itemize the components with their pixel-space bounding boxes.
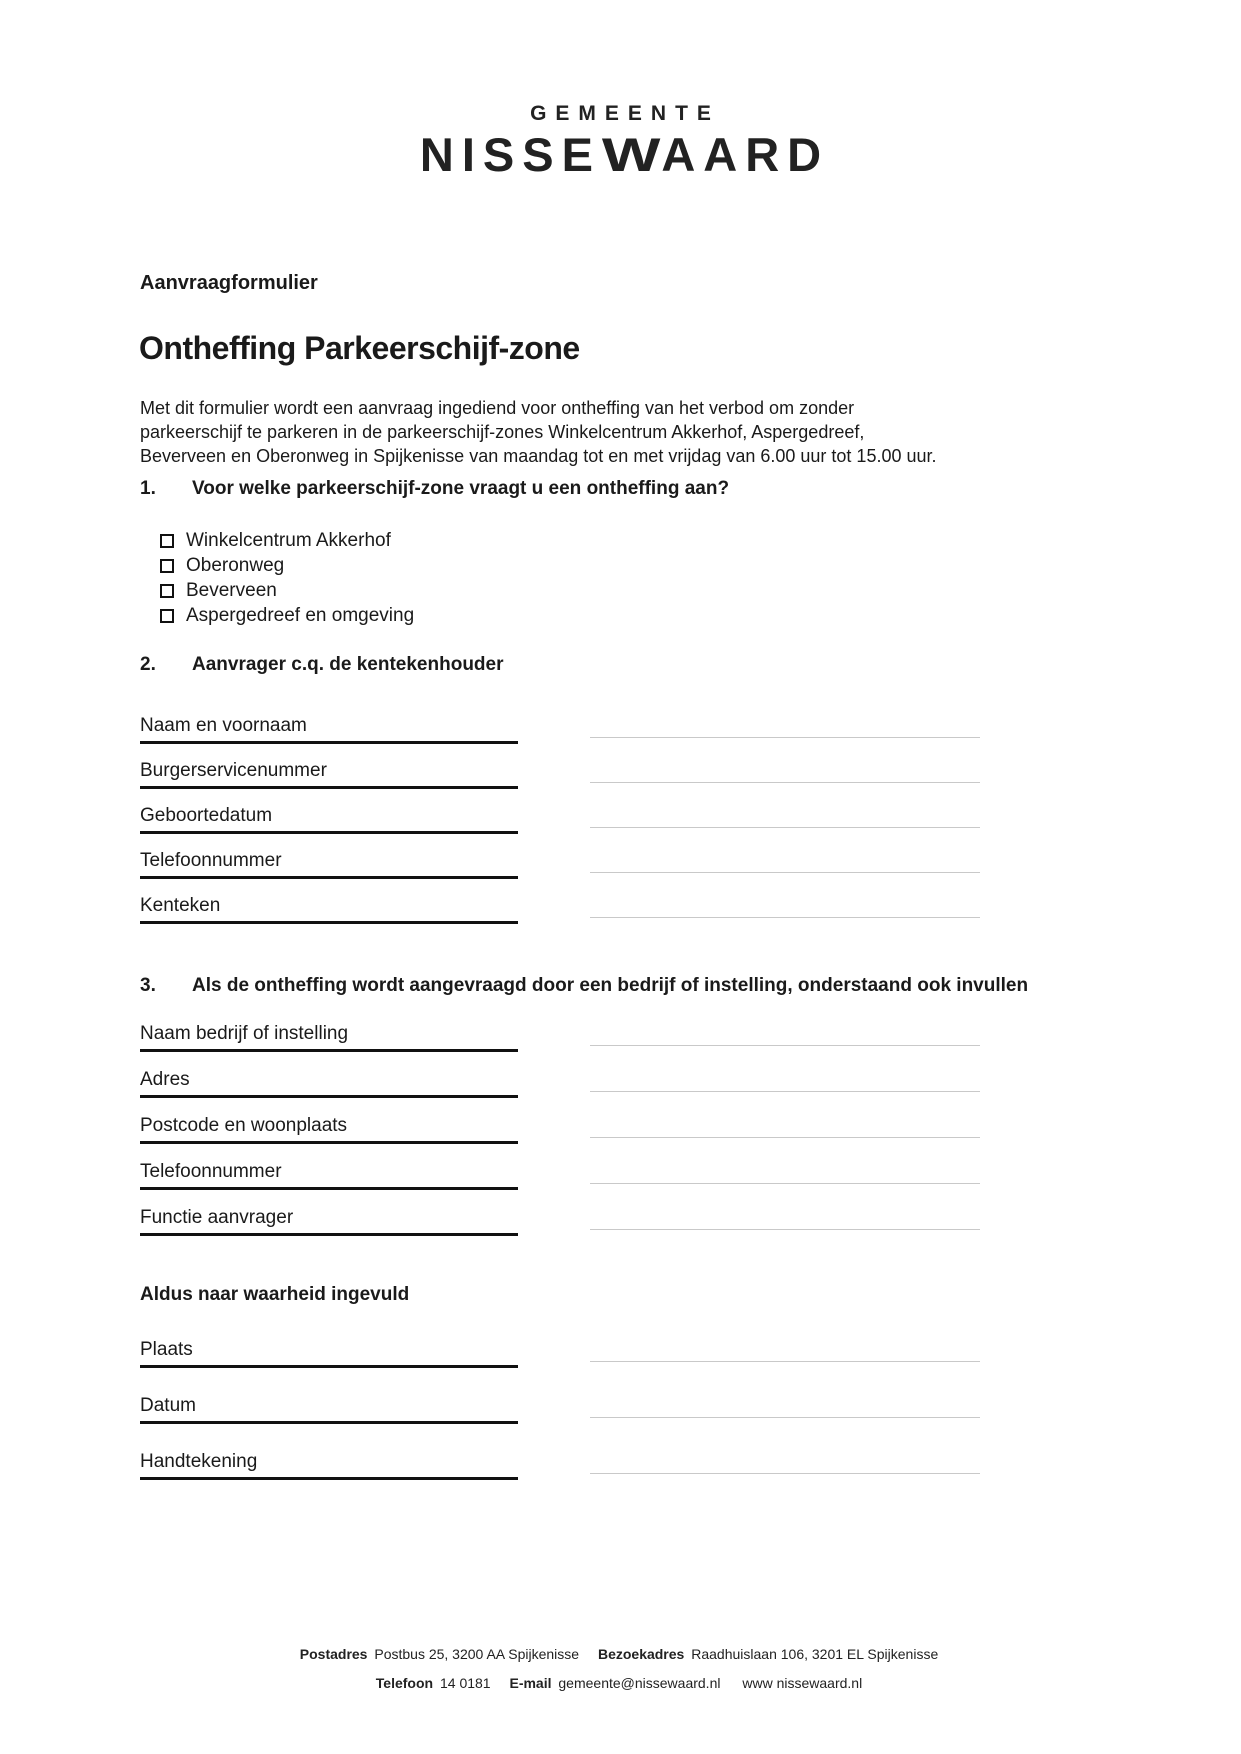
field-label: Telefoonnummer <box>140 850 518 879</box>
answer-line[interactable] <box>590 1361 980 1362</box>
section1-heading <box>140 478 729 500</box>
field-row-adres <box>140 1066 1100 1098</box>
answer-line[interactable] <box>590 827 980 828</box>
field-row-naam-en-voornaam <box>140 712 1100 744</box>
footer-label-email: E-mail <box>509 1675 552 1691</box>
section3-title: Als de ontheffing wordt aangevraagd door een bedrijf of instelling, onderstaand ook invullen <box>192 975 1029 996</box>
zone-option-label: Winkelcentrum Akkerhof <box>186 529 391 551</box>
field-label: Burgerservicenummer <box>140 760 518 789</box>
declaration-heading: Aldus naar waarheid ingevuld <box>140 1284 410 1305</box>
field-label: Handtekening <box>140 1451 518 1480</box>
intro-line: Beverveen en Oberonweg in Spijkenisse van maandag tot en met vrijdag van 6.00 uur tot 15.00 uur. <box>140 446 937 466</box>
zone-option-label: Oberonweg <box>186 554 285 576</box>
field-label: Geboortedatum <box>140 805 518 834</box>
zone-option-akkerhof[interactable] <box>160 528 414 553</box>
checkbox-icon[interactable] <box>160 584 174 598</box>
section3-number: 3. <box>140 975 156 996</box>
field-row-naam-bedrijf <box>140 1020 1100 1052</box>
intro-paragraph <box>140 396 1100 468</box>
logo-name-text: NISSEWAARD <box>419 128 830 181</box>
section1-title: Voor welke parkeerschijf-zone vraagt u een ontheffing aan? <box>192 478 730 499</box>
page-footer <box>0 1646 1241 1691</box>
field-row-kenteken <box>140 892 1100 924</box>
zone-options-list <box>160 528 414 628</box>
field-label: Telefoonnummer <box>140 1161 518 1190</box>
answer-line[interactable] <box>590 782 980 783</box>
municipality-logo <box>0 102 1241 182</box>
zone-option-oberonweg[interactable] <box>160 553 414 578</box>
answer-line[interactable] <box>590 917 980 918</box>
footer-label-telefoon: Telefoon <box>375 1675 434 1691</box>
answer-line[interactable] <box>590 1045 980 1046</box>
field-label: Datum <box>140 1395 518 1424</box>
footer-value-bezoekadres: Raadhuislaan 106, 3201 EL Spijkenisse <box>691 1646 939 1662</box>
field-row-plaats <box>140 1336 1100 1368</box>
footer-label-postadres: Postadres <box>299 1646 368 1662</box>
section2-number: 2. <box>140 654 156 675</box>
intro-line: Met dit formulier wordt een aanvraag ingediend voor ontheffing van het verbod om zonder <box>140 398 855 418</box>
field-label: Postcode en woonplaats <box>140 1115 518 1144</box>
logo-gemeente-text: GEMEENTE <box>530 102 720 125</box>
footer-label-bezoekadres: Bezoekadres <box>597 1646 685 1662</box>
footer-value-email: gemeente@nissewaard.nl <box>558 1675 721 1691</box>
form-type-label: Aanvraagformulier <box>140 272 318 294</box>
field-row-telefoonnummer <box>140 847 1100 879</box>
intro-line: parkeerschijf te parkeren in de parkeerschijf-zones Winkelcentrum Akkerhof, Aspergedreef, <box>140 422 865 442</box>
field-row-telefoonnummer-bedrijf <box>140 1158 1100 1190</box>
footer-contact-line <box>0 1675 1241 1691</box>
answer-line[interactable] <box>590 1229 980 1230</box>
field-label: Kenteken <box>140 895 518 924</box>
footer-website: www nissewaard.nl <box>742 1675 863 1691</box>
section3-heading <box>140 975 1028 997</box>
field-row-functie-aanvrager <box>140 1204 1100 1236</box>
field-label: Functie aanvrager <box>140 1207 518 1236</box>
answer-line[interactable] <box>590 1417 980 1418</box>
zone-option-aspergedreef[interactable] <box>160 603 414 628</box>
field-row-handtekening <box>140 1448 1100 1480</box>
field-row-burgerservicenummer <box>140 757 1100 789</box>
zone-option-label: Beverveen <box>186 579 277 601</box>
field-label: Naam en voornaam <box>140 715 518 744</box>
answer-line[interactable] <box>590 1091 980 1092</box>
checkbox-icon[interactable] <box>160 609 174 623</box>
footer-value-postadres: Postbus 25, 3200 AA Spijkenisse <box>374 1646 580 1662</box>
checkbox-icon[interactable] <box>160 534 174 548</box>
zone-option-beverveen[interactable] <box>160 578 414 603</box>
answer-line[interactable] <box>590 737 980 738</box>
checkbox-icon[interactable] <box>160 559 174 573</box>
footer-address-line <box>0 1646 1241 1662</box>
field-row-geboortedatum <box>140 802 1100 834</box>
field-row-postcode-woonplaats <box>140 1112 1100 1144</box>
answer-line[interactable] <box>590 1137 980 1138</box>
zone-option-label: Aspergedreef en omgeving <box>186 604 415 626</box>
section2-heading <box>140 654 504 676</box>
answer-line[interactable] <box>590 872 980 873</box>
field-label: Plaats <box>140 1339 518 1368</box>
field-label: Naam bedrijf of instelling <box>140 1023 518 1052</box>
page-title: Ontheffing Parkeerschijf-zone <box>139 330 580 366</box>
footer-value-telefoon: 14 0181 <box>439 1675 491 1691</box>
section1-number: 1. <box>140 478 156 499</box>
answer-line[interactable] <box>590 1183 980 1184</box>
section2-title: Aanvrager c.q. de kentekenhouder <box>192 654 504 675</box>
field-row-datum <box>140 1392 1100 1424</box>
field-label: Adres <box>140 1069 518 1098</box>
answer-line[interactable] <box>590 1473 980 1474</box>
